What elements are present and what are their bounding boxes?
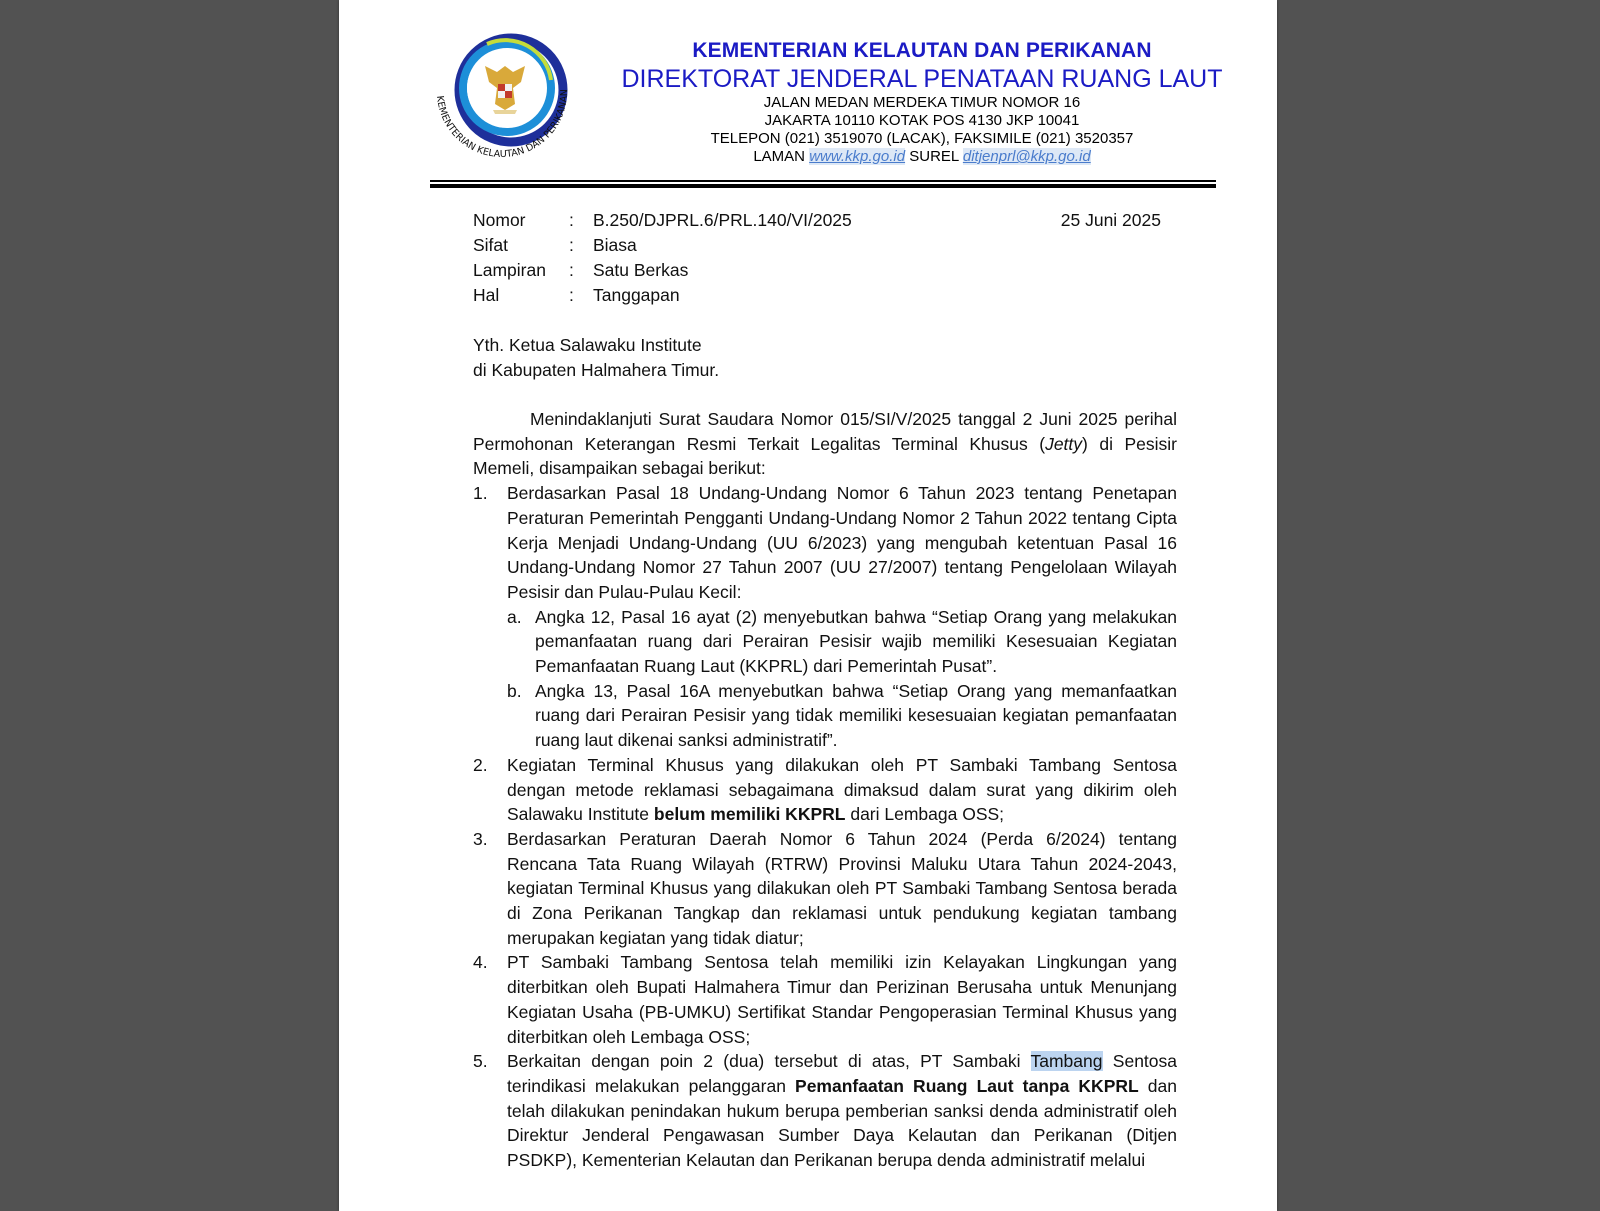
point-text: Berdasarkan Pasal 18 Undang-Undang Nomor 6 Tahun 2023 tentang Penetapan Peraturan Pemerintah Pengganti Undang-Undang Nomor 2 Tahun 2022 tentang Cipta Kerja Menjadi Undang-Undang (UU 6/2023) yang mengubah ketentuan Pasal 16 Undang-Undang Nomor 27 Tahun 2007 (UU 27/2007) tentang Pengelolaan Wilayah Pesisir dan Pulau-Pulau Kecil:: [507, 483, 1177, 602]
recipient-line-1: Yth. Ketua Salawaku Institute: [473, 335, 702, 355]
point-text: PT Sambaki Tambang Sentosa telah memiliki izin Kelayakan Lingkungan yang diterbitkan oleh Bupati Halmahera Timur dan Perizinan Berusaha untuk Menunjang Kegiatan Usaha (PB-UMKU) Sertifikat Standar Pengoperasian Terminal Khusus yang diterbitkan oleh Lembaga OSS;: [507, 952, 1177, 1047]
point-text-pre: Berkaitan dengan poin 2 (dua) tersebut di atas, PT Sambaki: [507, 1051, 1031, 1072]
address-line-1: JALAN MEDAN MERDEKA TIMUR NOMOR 16: [763, 94, 1081, 111]
letter-meta: [473, 208, 852, 308]
point-5: [473, 1049, 1177, 1173]
meta-value: Tanggapan: [593, 285, 680, 305]
point-number: 1.: [473, 483, 488, 504]
selected-text-highlight[interactable]: Tambang: [1030, 1051, 1103, 1072]
meta-value: B.250/DJPRL.6/PRL.140/VI/2025: [593, 210, 852, 230]
meta-row-lampiran: [473, 258, 852, 283]
directorate-name: DIREKTORAT JENDERAL PENATAAN RUANG LAUT: [621, 65, 1223, 93]
meta-row-sifat: [473, 233, 852, 258]
letterhead-rule-thin: [430, 180, 1216, 182]
sub-point-text: Angka 13, Pasal 16A menyebutkan bahwa “Setiap Orang yang memanfaatkan ruang dari Perairan Pesisir yang tidak memiliki kesesuaian kegiatan pemanfaatan ruang laut dikenai sanksi administratif”.: [535, 680, 1177, 751]
point-4: [473, 950, 1177, 1049]
letterhead: [577, 38, 1267, 166]
sub-point-text: Angka 12, Pasal 16 ayat (2) menyebutkan bahwa “Setiap Orang yang melakukan pemanfaatan ruang dari Perairan Pesisir wajib memiliki Kesesuaian Kegiatan Pemanfaatan Ruang Laut (KKPRL) dari Pemerintah Pusat”.: [535, 606, 1177, 677]
contact-line: [577, 148, 1267, 166]
meta-value: Biasa: [593, 235, 637, 255]
point-3: [473, 827, 1177, 951]
meta-sep: :: [569, 235, 574, 255]
meta-row-hal: [473, 283, 852, 308]
document-page: [339, 0, 1277, 1211]
email-label: SUREL: [909, 148, 959, 165]
point-text: Berdasarkan Peraturan Daerah Nomor 6 Tahun 2024 (Perda 6/2024) tentang Rencana Tata Ruang Wilayah (RTRW) Provinsi Maluku Utara Tahun 2024-2043, kegiatan Terminal Khusus yang dilakukan oleh PT Sambaki Tambang Sentosa berada di Zona Perikanan Tangkap dan reklamasi untuk pendukung kegiatan tambang merupakan kegiatan yang tidak diatur;: [507, 828, 1177, 948]
point-text-bold: belum memiliki KKPRL: [653, 804, 846, 825]
meta-sep: :: [569, 285, 574, 305]
sub-point-b: [507, 679, 1177, 753]
point-1: [473, 481, 1177, 753]
letter-date: 25 Juni 2025: [1060, 210, 1161, 230]
point-text: [507, 753, 1177, 827]
phone-line: TELEPON (021) 3519070 (LACAK), FAKSIMILE (021) 3520357: [710, 130, 1134, 147]
sub-point-a: [507, 605, 1177, 679]
logo-ring-text: KEMENTERIAN KELAUTAN DAN PERIKANAN: [434, 89, 571, 161]
address-line-2: JAKARTA 10110 KOTAK POS 4130 JKP 10041: [764, 112, 1080, 129]
web-link[interactable]: www.kkp.go.id: [809, 148, 906, 165]
point-number: 3.: [473, 828, 488, 849]
email-link[interactable]: ditjenprl@kkp.go.id: [962, 148, 1091, 165]
point-text-mid: Sentosa terindikasi melakukan pelanggaran: [507, 1051, 1178, 1096]
intro-italic: Jetty: [1045, 433, 1083, 454]
kkp-logo: [427, 30, 577, 175]
letter-body: [473, 407, 1177, 1173]
letterhead-rule-thick: [430, 184, 1216, 188]
meta-row-nomor: [473, 208, 852, 233]
ministry-name: KEMENTERIAN KELAUTAN DAN PERIKANAN: [692, 39, 1152, 62]
sub-point-letter: a.: [507, 606, 522, 627]
meta-key: Sifat: [473, 235, 509, 255]
recipient-line-2: di Kabupaten Halmahera Timur.: [473, 360, 720, 380]
meta-key: Hal: [473, 285, 500, 305]
point-number: 4.: [473, 952, 488, 973]
point-text: [507, 1049, 1177, 1173]
point-text-post: dan telah dilakukan penindakan hukum berupa pemberian sanksi denda administratif oleh Direktur Jenderal Pengawasan Sumber Daya Kelautan dan Perikanan (Ditjen PSDKP), Kementerian Kelautan dan Perikanan berupa denda administratif melalui: [507, 1075, 1178, 1171]
point-number: 5.: [473, 1051, 488, 1072]
point-text-post: dari Lembaga OSS;: [845, 804, 1005, 825]
meta-key: Nomor: [473, 210, 526, 230]
meta-value: Satu Berkas: [593, 260, 689, 280]
point-text-pre: Kegiatan Terminal Khusus yang dilakukan oleh PT Sambaki Tambang Sentosa dengan metode reklamasi sebagaimana dimaksud dalam surat yang dikirim oleh Salawaku Institute: [507, 754, 1177, 825]
point-number: 2.: [473, 754, 488, 775]
meta-sep: :: [569, 260, 574, 280]
intro-text-end: ) di Pesisir Memeli, disampaikan sebagai berikut:: [473, 433, 1178, 479]
meta-sep: :: [569, 210, 574, 230]
point-2: [473, 753, 1177, 827]
sub-point-letter: b.: [507, 680, 522, 701]
web-label: LAMAN: [753, 148, 806, 165]
recipient: [473, 333, 719, 383]
intro-paragraph: [473, 407, 1177, 481]
point-text-bold: Pemanfaatan Ruang Laut tanpa KKPRL: [795, 1075, 1139, 1096]
intro-text: Menindaklanjuti Surat Saudara Nomor 015/SI/V/2025 tanggal 2 Juni 2025 perihal Permohonan Keterangan Resmi Terkait Legalitas Terminal Khusus (: [473, 409, 1177, 454]
meta-key: Lampiran: [473, 260, 546, 280]
